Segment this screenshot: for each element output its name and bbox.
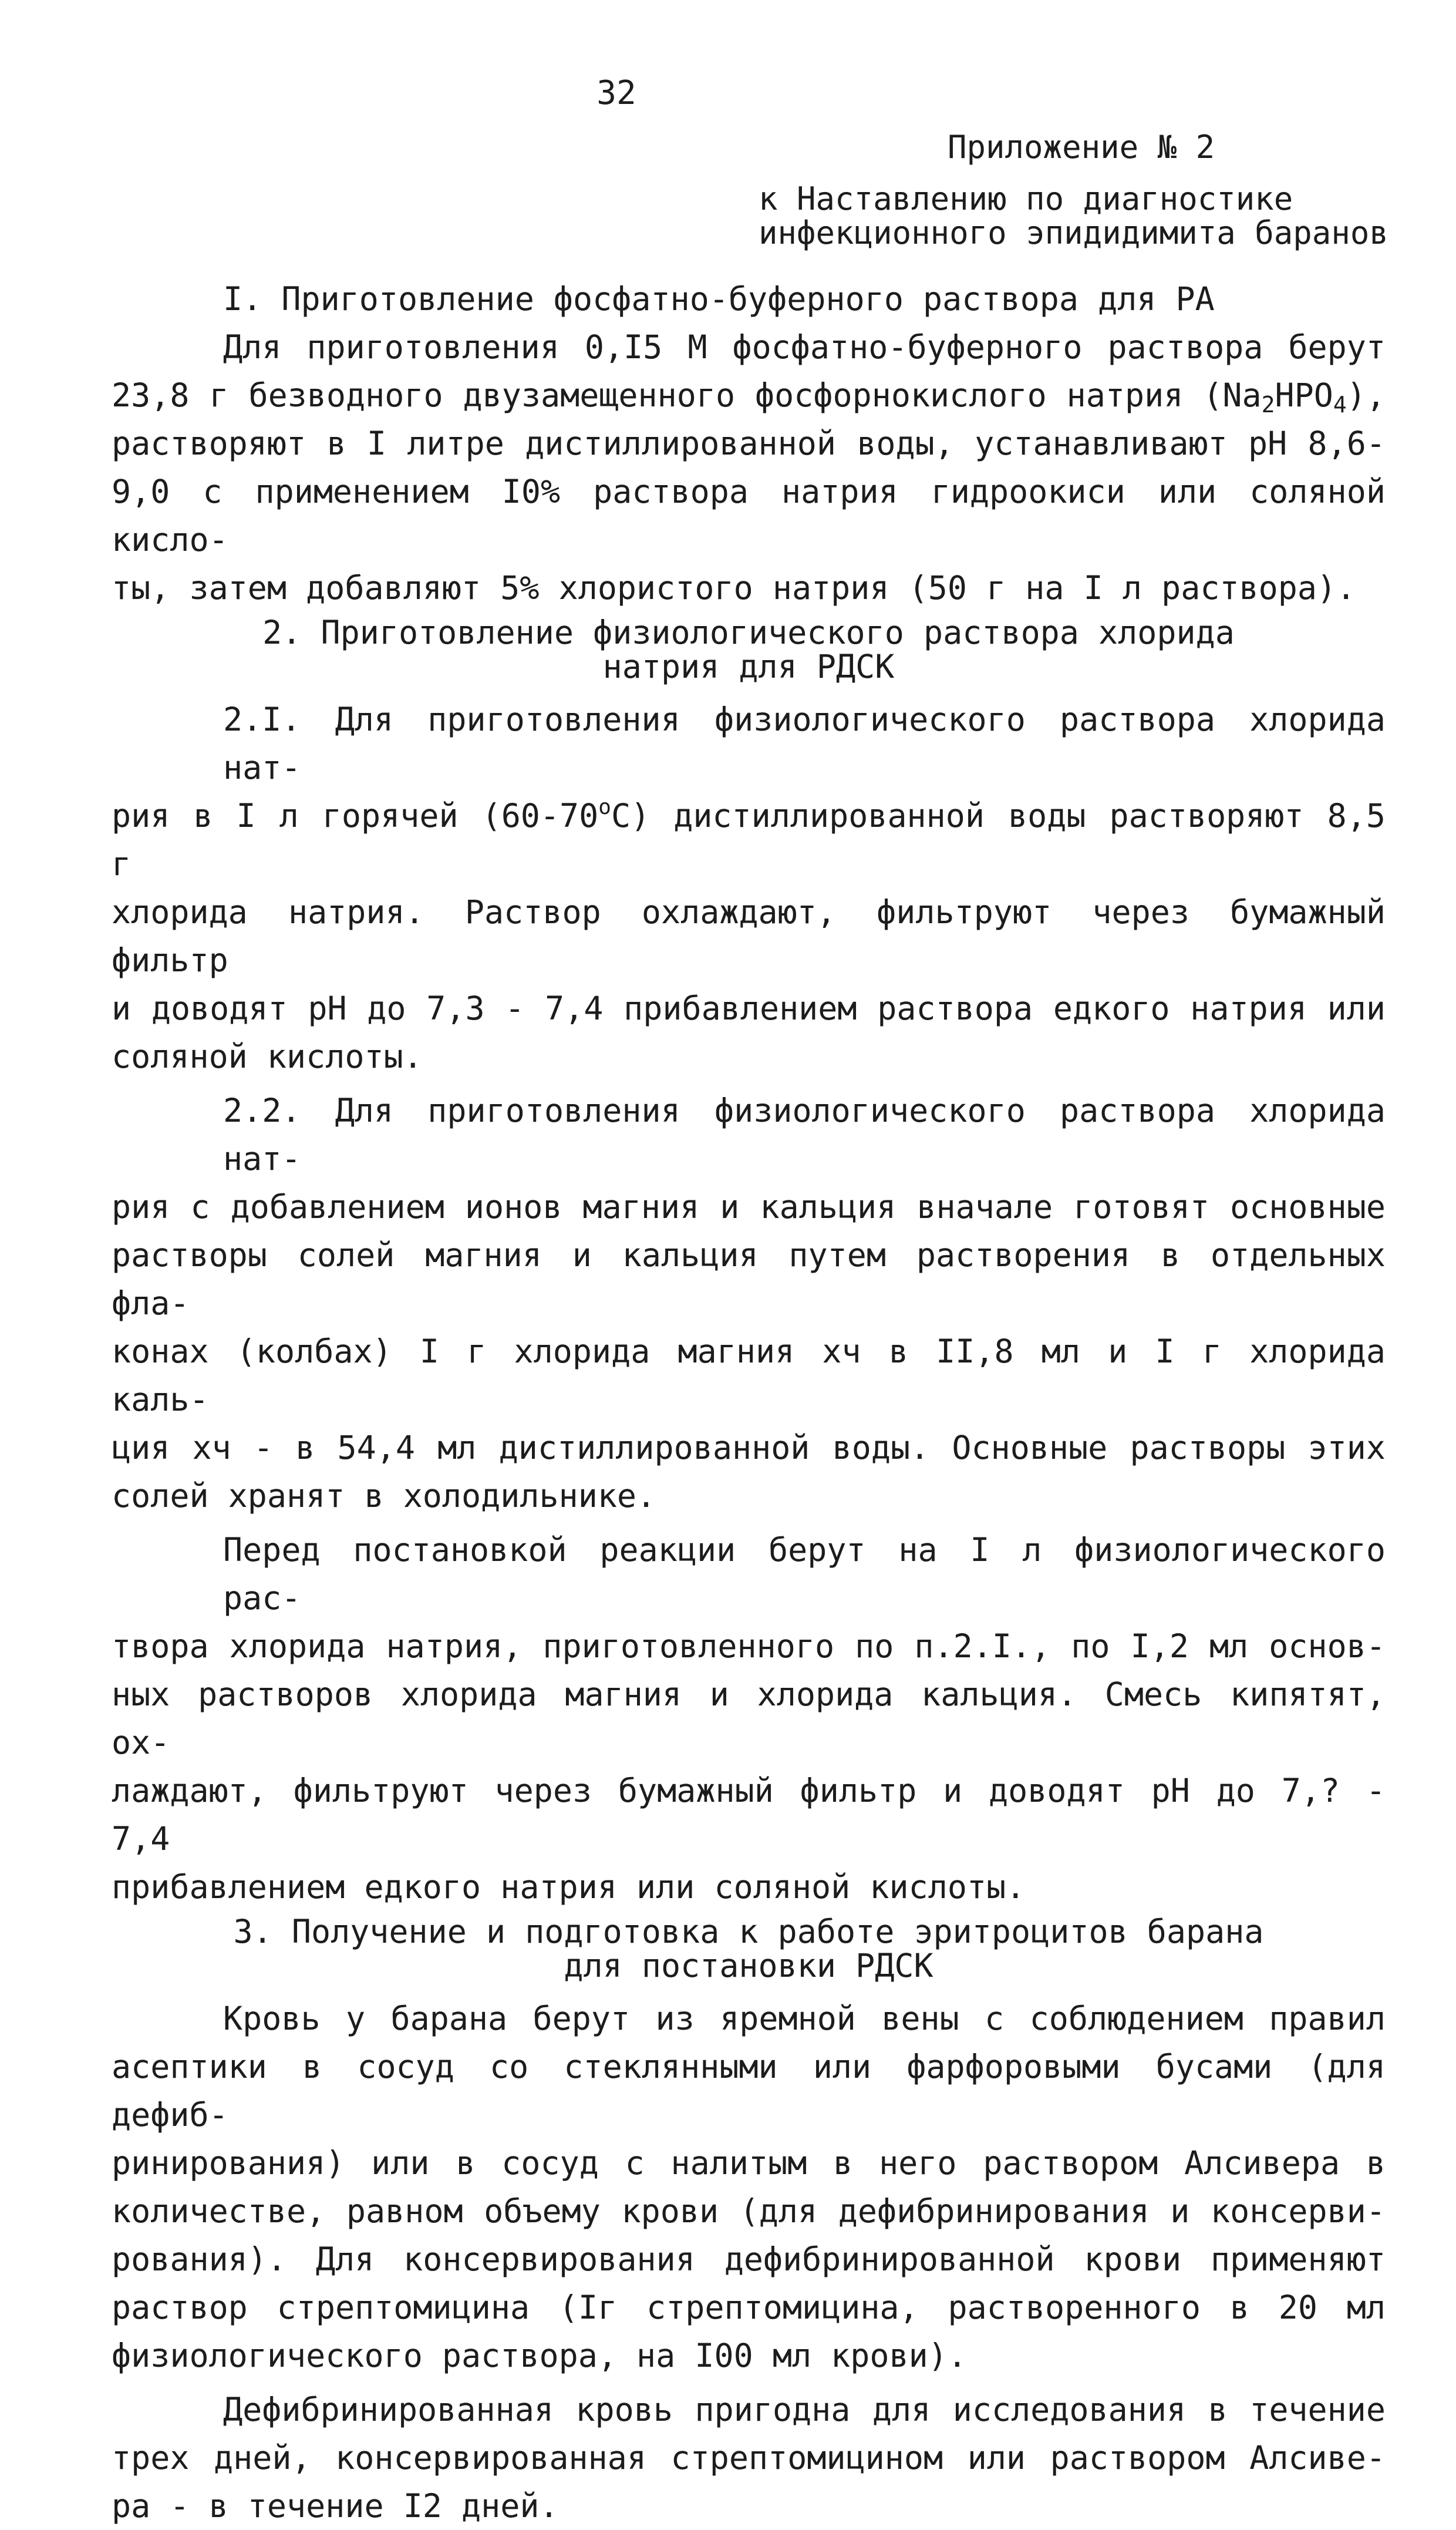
text-fragment: рия в I л горячей (60-70	[112, 797, 599, 835]
section-2-heading	[112, 615, 1386, 684]
superscript: о	[598, 795, 611, 819]
text-fragment: С) дистиллированной воды растворяют 8,5 г	[112, 797, 1386, 883]
text-line: Перед постановкой реакции берут на I л физиологического рас-	[223, 1531, 1386, 1617]
subscript: 2	[1261, 392, 1275, 418]
text-line: солей хранят в холодильнике.	[112, 1477, 656, 1515]
text-line: лаждают, фильтруют через бумажный фильтр и доводят рН до 7,? - 7,4	[112, 1772, 1386, 1858]
text-line: Дефибринированная кровь пригодна для исследования в течение	[223, 2391, 1386, 2428]
section-1-paragraph	[112, 323, 1386, 612]
section-2-heading-line-2: натрия для РДСК	[602, 648, 895, 685]
text-line: ринирования) или в сосуд с налитым в него раствором Алсивера в	[112, 2144, 1386, 2182]
text-line: соляной кислоты.	[112, 1038, 423, 1075]
text-line: физиологического раствора, на I00 мл крови).	[112, 2337, 967, 2374]
section-3-heading-line-2: для постановки РДСК	[564, 1947, 933, 1984]
text-line: хлорида натрия. Раствор охлаждают, фильтруют через бумажный фильтр	[112, 893, 1386, 979]
text-line: ты, затем добавляют 5% хлористого натрия (50 г на I л раствора).	[112, 569, 1356, 607]
section-3-heading	[112, 1915, 1386, 1983]
text-line: асептики в сосуд со стеклянными или фарфоровыми бусами (для дефиб-	[112, 2048, 1386, 2134]
text-line: ных растворов хлорида магния и хлорида кальция. Смесь кипятят, ох-	[112, 1676, 1386, 1761]
section-2-paragraph-2	[112, 1086, 1386, 1520]
subscript: 4	[1333, 392, 1347, 418]
text-line: Для приготовления 0,I5 М фосфатно-буферного раствора берут	[223, 328, 1386, 366]
text-fragment: ),	[1346, 376, 1386, 414]
text-fragment: 23,8 г безводного двузамещенного фосфорнокислого натрия (Na	[112, 376, 1262, 414]
text-line: 9,0 с применением I0% раствора натрия гидроокиси или соляной кисло-	[112, 473, 1386, 559]
text-line	[112, 371, 1386, 419]
text-line: ция хч - в 54,4 мл дистиллированной воды. Основные растворы этих	[112, 1429, 1386, 1466]
section-3-paragraph-1	[112, 1994, 1386, 2380]
document-body	[112, 275, 1386, 2530]
text-line	[112, 792, 1386, 888]
section-3-paragraph-2	[112, 2386, 1386, 2530]
text-line: количестве, равном объему крови (для дефибринирования и консерви-	[112, 2192, 1386, 2230]
text-line: ра - в течение I2 дней.	[112, 2487, 559, 2525]
text-line: прибавлением едкого натрия или соляной кислоты.	[112, 1868, 1026, 1906]
text-line: конах (колбах) I г хлорида магния хч в II,8 мл и I г хлорида каль-	[112, 1333, 1386, 1418]
section-2-paragraph-1	[112, 695, 1386, 1081]
appendix-subtitle-line-2: инфекционного эпидидимита баранов	[759, 214, 1388, 251]
section-3-heading-line-1: 3. Получение и подготовка к работе эритроцитов барана	[233, 1913, 1264, 1950]
section-2-paragraph-3	[112, 1526, 1386, 1911]
text-line: трех дней, консервированная стрептомицином или раствором Алсиве-	[112, 2439, 1386, 2477]
section-1-heading: I. Приготовление фосфатно-буферного раствора для РА	[223, 280, 1215, 318]
section-2-heading-line-1: 2. Приготовление физиологического раствора хлорида	[262, 614, 1235, 651]
page-number: 32	[596, 74, 636, 112]
text-line: 2.I. Для приготовления физиологического раствора хлорида нат-	[223, 701, 1386, 786]
text-fragment: HPO	[1275, 376, 1333, 414]
text-line: и доводят рН до 7,3 - 7,4 прибавлением раствора едкого натрия или	[112, 990, 1386, 1027]
text-line: растворы солей магния и кальция путем растворения в отдельных фла-	[112, 1236, 1386, 1322]
appendix-subtitle-line-1: к Наставлению по диагностике	[759, 180, 1293, 217]
appendix-title: Приложение № 2	[948, 129, 1215, 166]
text-line: 2.2. Для приготовления физиологического раствора хлорида нат-	[223, 1092, 1386, 1177]
text-line: растворяют в I литре дистиллированной воды, устанавливают рН 8,6-	[112, 425, 1386, 462]
text-line: Кровь у барана берут из яремной вены с соблюдением правил	[223, 2000, 1386, 2037]
text-line: твора хлорида натрия, приготовленного по п.2.I., по I,2 мл основ-	[112, 1627, 1386, 1665]
text-line: рия с добавлением ионов магния и кальция вначале готовят основные	[112, 1188, 1386, 1226]
text-line: раствор стрептомицина (Iг стрептомицина, растворенного в 20 мл	[112, 2289, 1386, 2326]
text-line: рования). Для консервирования дефибринированной крови применяют	[112, 2240, 1386, 2278]
